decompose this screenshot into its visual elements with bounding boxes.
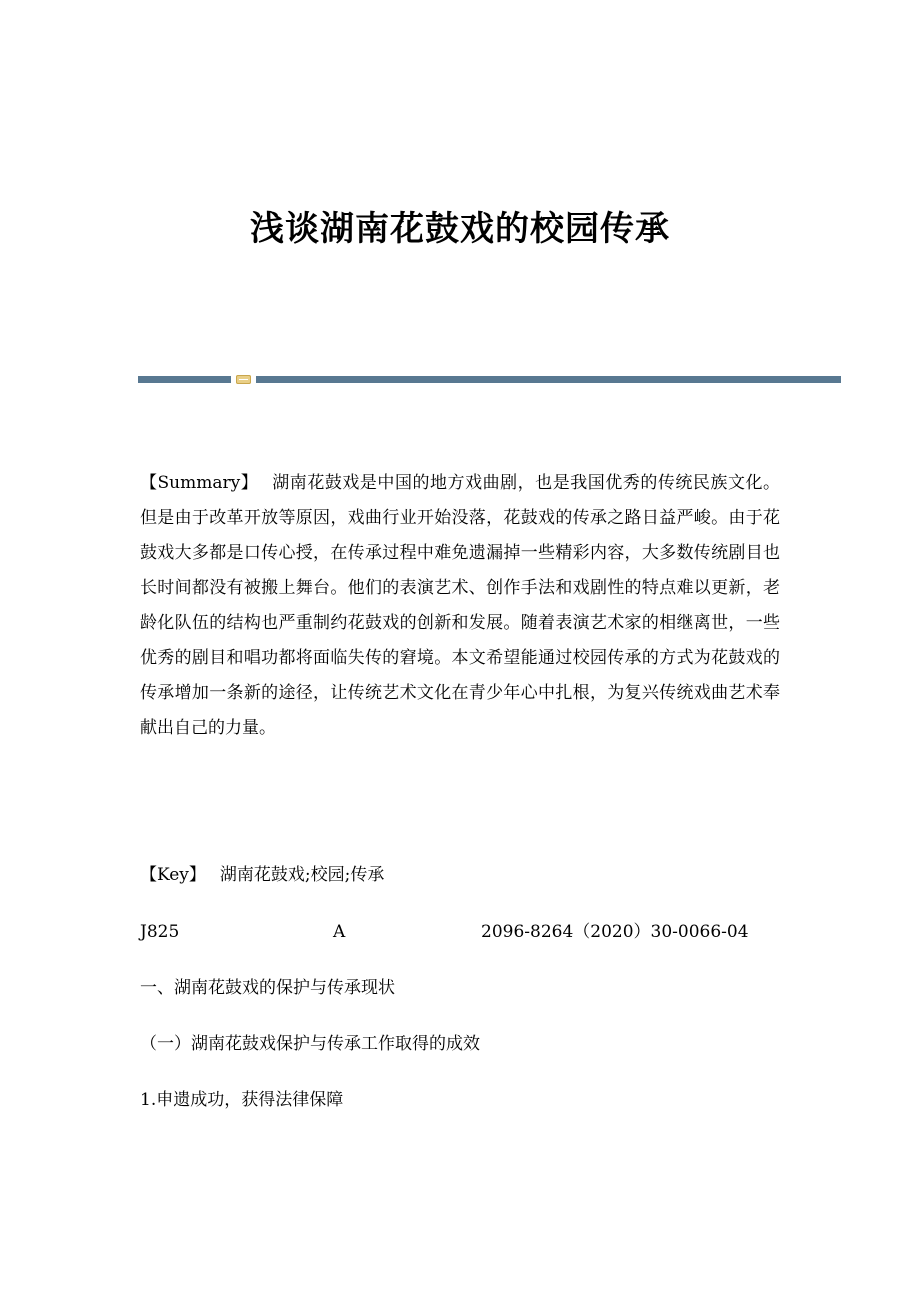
section-heading: 一、湖南花鼓戏的保护与传承现状 — [140, 978, 395, 998]
item-heading: 1.申遗成功，获得法律保障 — [140, 1090, 344, 1110]
summary-label: 【Summary】 — [140, 473, 259, 493]
divider-bar-right — [256, 376, 841, 383]
keywords-line — [140, 864, 384, 886]
keywords-label: 【Key】 — [140, 865, 206, 885]
document-title: 浅谈湖南花鼓戏的校园传承 — [250, 209, 670, 249]
subsection-heading: （一）湖南花鼓戏保护与传承工作取得的成效 — [140, 1034, 480, 1054]
codes-line — [140, 921, 780, 943]
keywords-text: 湖南花鼓戏;校园;传承 — [219, 865, 385, 885]
document-code: A — [333, 922, 346, 942]
classification-code: J825 — [140, 922, 180, 942]
title-divider — [138, 375, 841, 384]
envelope-icon — [236, 375, 251, 384]
summary-paragraph — [140, 466, 780, 746]
divider-bar-left — [138, 376, 231, 383]
summary-text: 湖南花鼓戏是中国的地方戏曲剧，也是我国优秀的传统民族文化。但是由于改革开放等原因，戏曲行业开始没落，花鼓戏的传承之路日益严峻。由于花鼓戏大多都是口传心授，在传承过程中难免遗漏掉一些精彩内容，大多数传统剧目也长时间都没有被搬上舞台。他们的表演艺术、创作手法和戏剧性的特点难以更新，老龄化队伍的结构也严重制约花鼓戏的创新和发展。随着表演艺术家的相继离世，一些优秀的剧目和唱功都将面临失传的窘境。本文希望能通过校园传承的方式为花鼓戏的传承增加一条新的途径，让传统艺术文化在青少年心中扎根，为复兴传统戏曲艺术奉献出自己的力量。 — [140, 473, 780, 738]
article-id: 2096-8264（2020）30-0066-04 — [481, 922, 749, 942]
